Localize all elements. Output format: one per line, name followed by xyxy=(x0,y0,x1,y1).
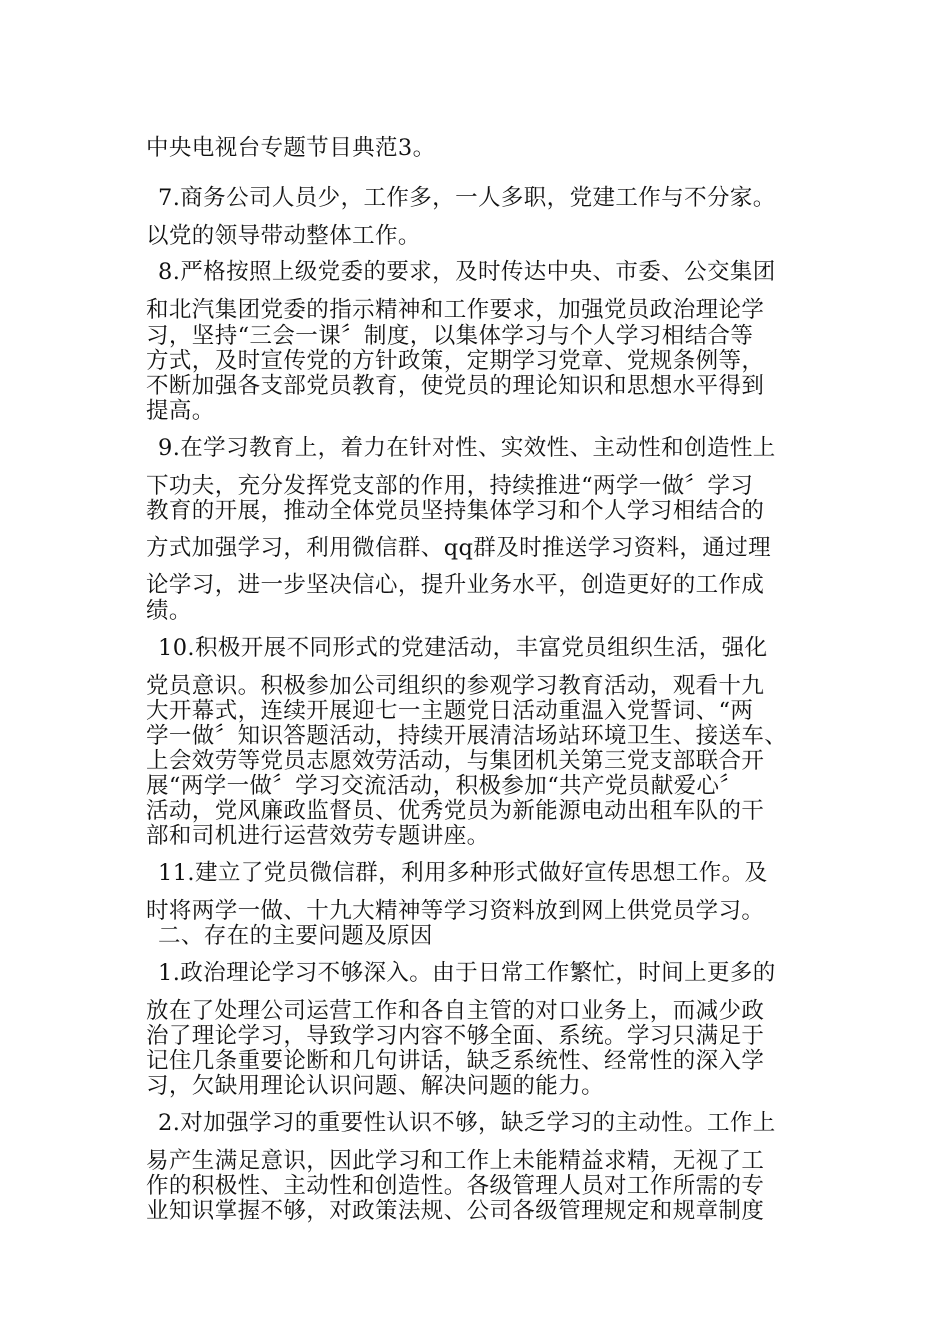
text-line: 习，欠缺用理论认识问题、解决问题的能力。 xyxy=(146,1073,605,1099)
text-line: 学一做〞知识答题活动，持续开展清洁场站环境卫生、接送车、 xyxy=(146,723,788,749)
text-line: 放在了处理公司运营工作和各自主管的对口业务上，而减少政 xyxy=(146,998,765,1024)
text-line: 以党的领导带动整体工作。 xyxy=(146,223,421,249)
text-line: 中央电视台专题节目典范3。 xyxy=(146,135,436,161)
text-line: 上会效劳等党员志愿效劳活动，与集团机关第三党支部联合开 xyxy=(146,748,765,774)
text-line: 大开幕式，连续开展迎七一主题党日活动重温入党誓词、“两 xyxy=(146,698,754,724)
text-line: 展“两学一做〞学习交流活动，积极参加“共产党员献爱心〞 xyxy=(146,773,743,799)
section-heading: 二、存在的主要问题及原因 xyxy=(158,923,433,949)
text-line: 7.商务公司人员少，工作多，一人多职，党建工作与不分家。 xyxy=(158,185,776,211)
text-line: 易产生满足意识，因此学习和工作上未能精益求精，无视了工 xyxy=(146,1148,765,1174)
text-line: 业知识掌握不够，对政策法规、公司各级管理规定和规章制度 xyxy=(146,1198,765,1224)
text-line: 9.在学习教育上，着力在针对性、实效性、主动性和创造性上 xyxy=(158,435,776,461)
text-line: 10.积极开展不同形式的党建活动，丰富党员组织生活，强化 xyxy=(158,635,768,661)
text-line: 绩。 xyxy=(146,598,192,624)
text-line: 方式，及时宣传党的方针政策，定期学习党章、党规条例等， xyxy=(146,348,765,374)
text-line: 和北汽集团党委的指示精神和工作要求，加强党员政治理论学 xyxy=(146,297,765,323)
text-line: 8.严格按照上级党委的要求，及时传达中央、市委、公交集团 xyxy=(158,259,776,285)
text-line: 不断加强各支部党员教育，使党员的理论知识和思想水平得到 xyxy=(146,373,765,399)
text-line: 党员意识。积极参加公司组织的参观学习教育活动，观看十九 xyxy=(146,673,765,699)
text-line: 2.对加强学习的重要性认识不够，缺乏学习的主动性。工作上 xyxy=(158,1110,776,1136)
text-line: 1.政治理论学习不够深入。由于日常工作繁忙，时间上更多的 xyxy=(158,960,776,986)
text-line: 治了理论学习，导致学习内容不够全面、系统。学习只满足于 xyxy=(146,1023,765,1049)
text-line: 记住几条重要论断和几句讲话，缺乏系统性、经常性的深入学 xyxy=(146,1048,765,1074)
text-line: 提高。 xyxy=(146,398,215,424)
text-line: 时将两学一做、十九大精神等学习资料放到网上供党员学习。 xyxy=(146,898,765,924)
text-line: 作的积极性、主动性和创造性。各级管理人员对工作所需的专 xyxy=(146,1173,765,1199)
text-line: 部和司机进行运营效劳专题讲座。 xyxy=(146,823,490,849)
text-line: 教育的开展，推动全体党员坚持集体学习和个人学习相结合的 xyxy=(146,498,765,524)
text-line: 习，坚持“三会一课〞制度，以集体学习与个人学习相结合等 xyxy=(146,323,754,349)
text-line: 活动，党风廉政监督员、优秀党员为新能源电动出租车队的干 xyxy=(146,798,765,824)
text-line: 11.建立了党员微信群，利用多种形式做好宣传思想工作。及 xyxy=(158,860,768,886)
text-line: 下功夫，充分发挥党支部的作用，持续推进“两学一做〞学习 xyxy=(146,473,754,499)
text-line: 论学习，进一步坚决信心，提升业务水平，创造更好的工作成 xyxy=(146,572,765,598)
text-line: 方式加强学习，利用微信群、qq群及时推送学习资料，通过理 xyxy=(146,535,772,561)
